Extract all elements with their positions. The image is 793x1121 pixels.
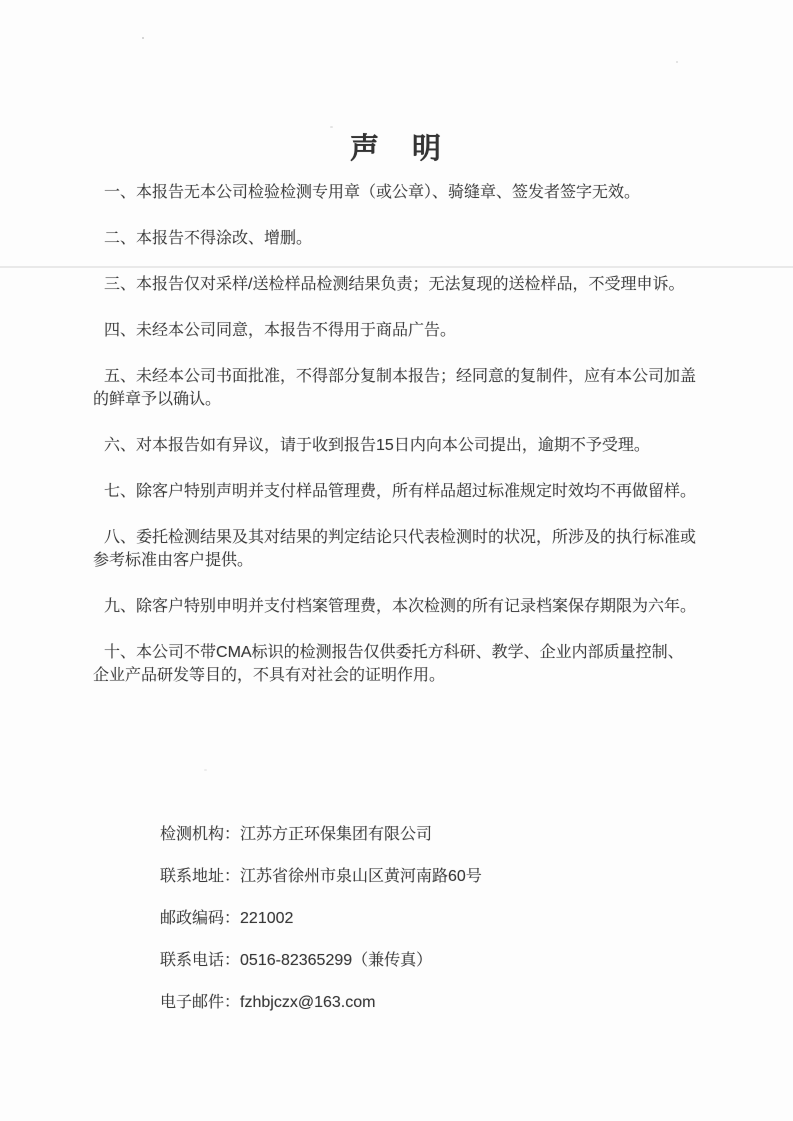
contact-colon: ：: [224, 910, 241, 927]
statement-item-1: [93, 181, 697, 204]
item-number: 九、: [104, 598, 137, 615]
statement-item-5: [93, 365, 697, 411]
item-text: 本报告无本公司检验检测专用章（或公章）、骑缝章、签发者签字无效。: [136, 184, 641, 201]
item-number: 三、: [104, 276, 137, 293]
statement-item-6: [93, 434, 697, 457]
contact-label: 电子邮件: [160, 994, 225, 1011]
contact-value: 221002: [240, 910, 294, 927]
contact-info-block: [160, 823, 482, 1033]
statement-items: [93, 181, 697, 710]
contact-row-agency: [160, 823, 482, 846]
contact-value: 江苏方正环保集团有限公司: [240, 826, 433, 843]
contact-colon: ：: [224, 868, 241, 885]
contact-label: 邮政编码: [160, 910, 225, 927]
statement-item-8: [93, 526, 697, 572]
contact-value: fzhbjczx@163.com: [240, 994, 376, 1011]
statement-item-7: [93, 480, 697, 503]
item-text: 本报告不得涂改、增删。: [136, 230, 313, 247]
statement-item-2: [93, 227, 697, 250]
contact-row-phone: [160, 949, 482, 972]
contact-label: 联系电话: [160, 952, 225, 969]
item-number: 五、: [104, 368, 137, 385]
item-text: 除客户特别申明并支付档案管理费，本次检测的所有记录档案保存期限为六年。: [136, 598, 697, 615]
scan-speckle: [330, 126, 333, 128]
scan-speckle: [676, 61, 678, 63]
contact-label: 检测机构: [160, 826, 225, 843]
item-text: 除客户特别声明并支付样品管理费，所有样品超过标准规定时效均不再做留样。: [136, 483, 697, 500]
item-text: 对本报告如有异议，请于收到报告15日内向本公司提出，逾期不予受理。: [136, 437, 650, 454]
item-text: 本公司不带CMA标识的检测报告仅供委托方科研、教学、企业内部质量控制、企业产品研发等目的，不具有对社会的证明作用。: [93, 644, 684, 684]
contact-colon: ：: [224, 952, 241, 969]
item-number: 一、: [104, 184, 137, 201]
statement-item-10: [93, 641, 697, 687]
contact-row-postcode: [160, 907, 482, 930]
contact-row-email: [160, 991, 482, 1014]
item-number: 七、: [104, 483, 137, 500]
contact-colon: ：: [224, 994, 241, 1011]
statement-item-9: [93, 595, 697, 618]
contact-value: 江苏省徐州市泉山区黄河南路60号: [240, 868, 482, 885]
contact-value: 0516-82365299（兼传真）: [240, 952, 433, 969]
item-number: 六、: [104, 437, 137, 454]
contact-row-address: [160, 865, 482, 888]
item-text: 本报告仅对采样/送检样品检测结果负责；无法复现的送检样品，不受理申诉。: [136, 276, 685, 293]
page-title: 声 明: [349, 133, 443, 166]
item-text: 委托检测结果及其对结果的判定结论只代表检测时的状况，所涉及的执行标准或参考标准由客户提供。: [93, 529, 697, 569]
item-number: 四、: [104, 322, 137, 339]
contact-label: 联系地址: [160, 868, 225, 885]
item-number: 十、: [104, 644, 137, 661]
item-number: 二、: [104, 230, 137, 247]
item-text: 未经本公司同意，本报告不得用于商品广告。: [136, 322, 457, 339]
statement-item-3: [93, 273, 697, 296]
item-number: 八、: [104, 529, 137, 546]
statement-item-4: [93, 319, 697, 342]
item-text: 未经本公司书面批准，不得部分复制本报告；经同意的复制件，应有本公司加盖的鲜章予以确认。: [93, 368, 697, 408]
scan-speckle: [142, 37, 144, 39]
contact-colon: ：: [224, 826, 241, 843]
scan-speckle: [204, 769, 207, 771]
